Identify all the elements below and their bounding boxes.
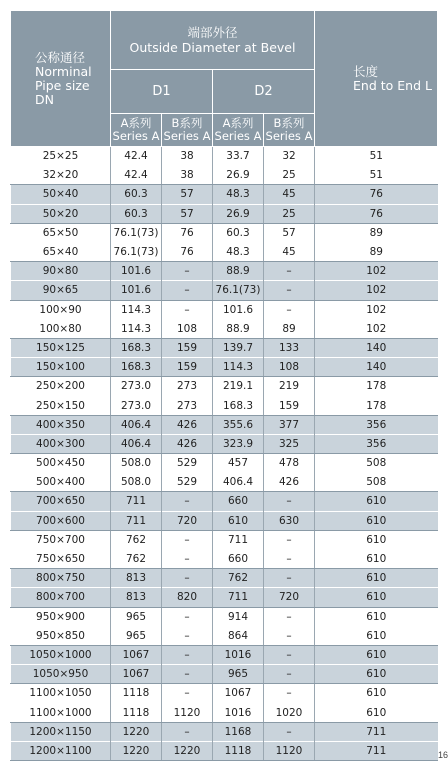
cell-d1-a: 1118 [111, 684, 162, 703]
header-nominal-size-en1: Norminal [35, 63, 92, 79]
table-row [11, 511, 438, 530]
cell-d1-a: 1118 [111, 703, 162, 722]
cell-d2-a: 219.1 [213, 377, 264, 396]
cell-length: 610 [315, 626, 438, 645]
cell-d1-a: 101.6 [111, 262, 162, 281]
cell-d1-a: 965 [111, 626, 162, 645]
cell-d2-a: 323.9 [213, 434, 264, 453]
header-length-cn: 长度 [353, 63, 379, 79]
cell-d1-b: 159 [162, 358, 213, 377]
header-length [315, 11, 438, 147]
cell-d2-b: 108 [264, 358, 315, 377]
cell-dn: 700×600 [11, 511, 111, 530]
cell-d2-b: – [264, 607, 315, 626]
cell-d2-b: – [264, 281, 315, 300]
cell-dn: 1050×1000 [11, 645, 111, 664]
cell-dn: 100×90 [11, 300, 111, 319]
cell-d1-a: 406.4 [111, 415, 162, 434]
cell-length: 711 [315, 722, 438, 741]
cell-dn: 150×125 [11, 338, 111, 357]
cell-d1-a: 813 [111, 569, 162, 588]
cell-length: 508 [315, 473, 438, 492]
cell-d1-a: 273.0 [111, 377, 162, 396]
cell-length: 711 [315, 741, 438, 760]
cell-d2-a: 355.6 [213, 415, 264, 434]
cell-length: 610 [315, 703, 438, 722]
cell-dn: 150×100 [11, 358, 111, 377]
cell-d1-a: 76.1(73) [111, 242, 162, 261]
cell-length: 508 [315, 454, 438, 473]
cell-d1-b: 426 [162, 415, 213, 434]
cell-d1-a: 76.1(73) [111, 223, 162, 242]
cell-length: 610 [315, 492, 438, 511]
cell-dn: 800×700 [11, 588, 111, 607]
cell-dn: 750×700 [11, 530, 111, 549]
cell-length: 102 [315, 281, 438, 300]
cell-d1-b: 426 [162, 434, 213, 453]
cell-dn: 700×650 [11, 492, 111, 511]
cell-dn: 500×450 [11, 454, 111, 473]
cell-d1-b: – [162, 281, 213, 300]
series-label-cn: A系列 [120, 116, 152, 130]
page-number: 16 [437, 750, 448, 760]
table-row [11, 454, 438, 473]
cell-dn: 950×900 [11, 607, 111, 626]
cell-d2-b: 57 [264, 223, 315, 242]
cell-d2-a: 610 [213, 511, 264, 530]
table-row [11, 281, 438, 300]
cell-d1-b: – [162, 492, 213, 511]
cell-d2-b: – [264, 300, 315, 319]
cell-d2-b: 325 [264, 434, 315, 453]
cell-d1-a: 1220 [111, 741, 162, 760]
cell-d2-a: 88.9 [213, 319, 264, 338]
cell-length: 610 [315, 511, 438, 530]
cell-dn: 50×40 [11, 185, 111, 204]
cell-d1-b: – [162, 684, 213, 703]
header-outside-diameter-en: Outside Diameter at Bevel [129, 40, 296, 55]
header-d2: D2 [213, 70, 315, 114]
cell-d1-b: – [162, 665, 213, 684]
cell-length: 76 [315, 185, 438, 204]
cell-d2-b: – [264, 722, 315, 741]
cell-d2-b: 45 [264, 185, 315, 204]
table-row [11, 569, 438, 588]
cell-length: 610 [315, 569, 438, 588]
cell-d1-b: 1120 [162, 703, 213, 722]
cell-d2-b: 630 [264, 511, 315, 530]
cell-length: 610 [315, 607, 438, 626]
series-label-en: Series A [163, 129, 211, 143]
cell-d1-a: 508.0 [111, 454, 162, 473]
header-outside-diameter [111, 11, 315, 70]
cell-d2-b: 1120 [264, 741, 315, 760]
table-row [11, 530, 438, 549]
table-row [11, 549, 438, 568]
header-d2-series-b [264, 114, 315, 147]
table-row [11, 684, 438, 703]
cell-dn: 65×40 [11, 242, 111, 261]
table-row [11, 262, 438, 281]
cell-d2-a: 660 [213, 549, 264, 568]
header-d2-series-a [213, 114, 264, 147]
cell-length: 89 [315, 223, 438, 242]
cell-length: 610 [315, 665, 438, 684]
header-nominal-size-en2: Pipe size [35, 77, 90, 93]
cell-d1-a: 1220 [111, 722, 162, 741]
cell-d1-a: 114.3 [111, 300, 162, 319]
table-row [11, 338, 438, 357]
cell-d2-a: 48.3 [213, 242, 264, 261]
cell-d2-b: – [264, 684, 315, 703]
cell-d1-b: – [162, 626, 213, 645]
cell-d2-a: 1067 [213, 684, 264, 703]
cell-dn: 1050×950 [11, 665, 111, 684]
cell-dn: 1100×1000 [11, 703, 111, 722]
cell-d2-a: 101.6 [213, 300, 264, 319]
cell-d1-b: 38 [162, 147, 213, 166]
cell-d2-b: 377 [264, 415, 315, 434]
cell-dn: 950×850 [11, 626, 111, 645]
cell-length: 610 [315, 588, 438, 607]
cell-dn: 750×650 [11, 549, 111, 568]
table-row [11, 645, 438, 664]
table-row [11, 377, 438, 396]
cell-d2-a: 711 [213, 530, 264, 549]
cell-d2-a: 1016 [213, 703, 264, 722]
table-row [11, 185, 438, 204]
cell-d1-b: – [162, 645, 213, 664]
table-row [11, 204, 438, 223]
cell-length: 51 [315, 147, 438, 166]
cell-d1-a: 114.3 [111, 319, 162, 338]
table-row [11, 319, 438, 338]
cell-dn: 90×65 [11, 281, 111, 300]
cell-d2-a: 48.3 [213, 185, 264, 204]
cell-d2-a: 914 [213, 607, 264, 626]
cell-d1-b: 529 [162, 454, 213, 473]
cell-dn: 50×20 [11, 204, 111, 223]
cell-d2-b: – [264, 665, 315, 684]
cell-d2-b: 45 [264, 242, 315, 261]
cell-d2-a: 406.4 [213, 473, 264, 492]
cell-d1-a: 1067 [111, 645, 162, 664]
cell-d2-a: 88.9 [213, 262, 264, 281]
cell-d1-a: 711 [111, 492, 162, 511]
cell-d1-a: 965 [111, 607, 162, 626]
dimension-table [10, 10, 438, 761]
cell-d1-a: 273.0 [111, 396, 162, 415]
cell-dn: 1100×1050 [11, 684, 111, 703]
table-row [11, 665, 438, 684]
cell-d1-b: 57 [162, 185, 213, 204]
series-label-en: Series A [265, 129, 313, 143]
cell-d2-b: 25 [264, 166, 315, 185]
cell-d1-b: 57 [162, 204, 213, 223]
cell-dn: 250×150 [11, 396, 111, 415]
cell-dn: 32×20 [11, 166, 111, 185]
cell-length: 102 [315, 262, 438, 281]
cell-d1-a: 508.0 [111, 473, 162, 492]
series-label-en: Series A [214, 129, 262, 143]
cell-d1-b: 76 [162, 242, 213, 261]
cell-d2-a: 457 [213, 454, 264, 473]
cell-d1-b: 108 [162, 319, 213, 338]
cell-d2-a: 1168 [213, 722, 264, 741]
cell-d2-b: 219 [264, 377, 315, 396]
cell-d1-b: – [162, 262, 213, 281]
cell-d1-b: 820 [162, 588, 213, 607]
cell-d1-a: 60.3 [111, 204, 162, 223]
table-row [11, 626, 438, 645]
cell-d1-a: 42.4 [111, 147, 162, 166]
cell-d2-a: 168.3 [213, 396, 264, 415]
table-row [11, 473, 438, 492]
series-label-cn: B系列 [171, 116, 203, 130]
table-row [11, 588, 438, 607]
table-row [11, 223, 438, 242]
cell-d1-b: – [162, 607, 213, 626]
series-label-cn: B系列 [273, 116, 305, 130]
cell-d1-b: – [162, 300, 213, 319]
table-row [11, 358, 438, 377]
header-d1-series-a [111, 114, 162, 147]
cell-dn: 1200×1100 [11, 741, 111, 760]
cell-dn: 250×200 [11, 377, 111, 396]
cell-d1-b: 720 [162, 511, 213, 530]
cell-d2-b: 1020 [264, 703, 315, 722]
cell-length: 178 [315, 377, 438, 396]
cell-length: 51 [315, 166, 438, 185]
cell-length: 356 [315, 434, 438, 453]
table-body [11, 147, 438, 761]
cell-d2-a: 26.9 [213, 204, 264, 223]
cell-d2-b: 478 [264, 454, 315, 473]
cell-d1-a: 168.3 [111, 358, 162, 377]
cell-length: 89 [315, 242, 438, 261]
cell-d1-b: – [162, 722, 213, 741]
cell-d2-b: 89 [264, 319, 315, 338]
cell-d2-b: 32 [264, 147, 315, 166]
cell-length: 610 [315, 684, 438, 703]
cell-d1-a: 42.4 [111, 166, 162, 185]
cell-d2-b: 426 [264, 473, 315, 492]
cell-d2-a: 1016 [213, 645, 264, 664]
cell-length: 610 [315, 549, 438, 568]
table-row [11, 607, 438, 626]
cell-d1-b: – [162, 569, 213, 588]
cell-dn: 400×350 [11, 415, 111, 434]
cell-d1-b: 159 [162, 338, 213, 357]
cell-d1-a: 60.3 [111, 185, 162, 204]
cell-dn: 1200×1150 [11, 722, 111, 741]
cell-d2-a: 139.7 [213, 338, 264, 357]
cell-length: 76 [315, 204, 438, 223]
table-row [11, 722, 438, 741]
header-d1-series-b [162, 114, 213, 147]
cell-d2-a: 965 [213, 665, 264, 684]
series-label-en: Series A [112, 129, 160, 143]
cell-d1-b: 76 [162, 223, 213, 242]
cell-dn: 400×300 [11, 434, 111, 453]
cell-d1-a: 813 [111, 588, 162, 607]
header-d1: D1 [111, 70, 213, 114]
table-row [11, 434, 438, 453]
cell-d1-a: 762 [111, 530, 162, 549]
cell-d2-a: 60.3 [213, 223, 264, 242]
table-row [11, 415, 438, 434]
cell-d2-a: 762 [213, 569, 264, 588]
table-row [11, 396, 438, 415]
cell-length: 102 [315, 300, 438, 319]
table-row [11, 242, 438, 261]
cell-d2-b: – [264, 645, 315, 664]
table-header [11, 11, 438, 147]
cell-d2-b: 159 [264, 396, 315, 415]
cell-length: 140 [315, 358, 438, 377]
cell-dn: 500×400 [11, 473, 111, 492]
table-row [11, 300, 438, 319]
cell-d1-b: – [162, 549, 213, 568]
cell-d2-a: 864 [213, 626, 264, 645]
cell-d2-b: – [264, 262, 315, 281]
cell-length: 356 [315, 415, 438, 434]
cell-d2-b: – [264, 569, 315, 588]
cell-d1-a: 101.6 [111, 281, 162, 300]
cell-d2-b: 25 [264, 204, 315, 223]
cell-d1-b: 38 [162, 166, 213, 185]
cell-d2-a: 114.3 [213, 358, 264, 377]
table-row [11, 147, 438, 166]
cell-d2-a: 76.1(73) [213, 281, 264, 300]
cell-d2-a: 660 [213, 492, 264, 511]
cell-d1-b: 1220 [162, 741, 213, 760]
cell-d1-b: – [162, 530, 213, 549]
header-nominal-size-en3: DN [35, 91, 54, 107]
cell-dn: 100×80 [11, 319, 111, 338]
header-length-en: End to End L [353, 77, 432, 93]
cell-d2-b: – [264, 626, 315, 645]
cell-d2-a: 1118 [213, 741, 264, 760]
cell-dn: 65×50 [11, 223, 111, 242]
cell-dn: 800×750 [11, 569, 111, 588]
header-nominal-size-cn: 公称通径 [35, 49, 86, 65]
header-nominal-size [11, 11, 111, 147]
table-row [11, 166, 438, 185]
cell-d2-a: 26.9 [213, 166, 264, 185]
cell-d2-a: 711 [213, 588, 264, 607]
cell-d1-a: 1067 [111, 665, 162, 684]
header-outside-diameter-cn: 端部外径 [187, 25, 238, 40]
cell-d2-b: – [264, 492, 315, 511]
cell-d1-a: 406.4 [111, 434, 162, 453]
cell-d1-a: 168.3 [111, 338, 162, 357]
table-row [11, 741, 438, 760]
cell-d2-b: 720 [264, 588, 315, 607]
cell-dn: 90×80 [11, 262, 111, 281]
cell-length: 610 [315, 645, 438, 664]
cell-length: 102 [315, 319, 438, 338]
cell-d1-b: 529 [162, 473, 213, 492]
cell-d1-a: 711 [111, 511, 162, 530]
cell-d1-b: 273 [162, 396, 213, 415]
cell-dn: 25×25 [11, 147, 111, 166]
cell-d2-b: – [264, 530, 315, 549]
table-row [11, 492, 438, 511]
table-row [11, 703, 438, 722]
cell-d1-b: 273 [162, 377, 213, 396]
cell-length: 610 [315, 530, 438, 549]
cell-d2-b: 133 [264, 338, 315, 357]
cell-d2-a: 33.7 [213, 147, 264, 166]
series-label-cn: A系列 [222, 116, 254, 130]
cell-length: 178 [315, 396, 438, 415]
cell-length: 140 [315, 338, 438, 357]
cell-d2-b: – [264, 549, 315, 568]
cell-d1-a: 762 [111, 549, 162, 568]
